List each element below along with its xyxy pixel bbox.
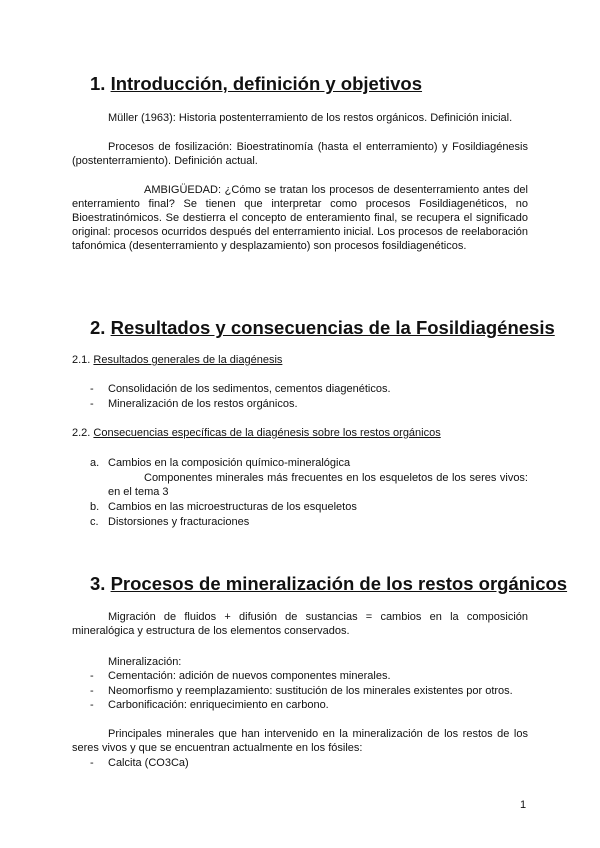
subsection-2-2-number: 2.2. <box>72 427 91 439</box>
list-item <box>0 397 600 411</box>
list-item-text: Carbonificación: enriquecimiento en carbono. <box>108 699 329 711</box>
list-item <box>0 515 600 529</box>
section-3-paragraph-2: Principales minerales que han intervenido en la mineralización de los restos de los seres vivos y que se encuentran actualmente en los fósiles: <box>72 728 528 754</box>
list-bullet: - <box>90 685 94 697</box>
subsection-2-2-heading <box>72 426 441 440</box>
section-3-paragraph-1: Migración de fluidos + difusión de sustancias = cambios en la composición mineralógica y estructura de los elementos conservados. <box>72 611 528 637</box>
section-1-paragraph-2: Procesos de fosilización: Bioestratinomía (hasta el enterramiento) y Fosildiagénesis (postenterramiento). Definición actual. <box>72 141 528 167</box>
section-3-number: 3. <box>90 573 106 594</box>
section-3-title: Procesos de mineralización de los restos orgánicos <box>110 573 568 594</box>
section-1-heading <box>90 73 422 95</box>
list-item-text: Distorsiones y fracturaciones <box>108 516 250 528</box>
list-item-text: Cementación: adición de nuevos componentes minerales. <box>108 670 391 682</box>
list-item-text: Mineralización de los restos orgánicos. <box>108 398 298 410</box>
list-item-text: Cambios en las microestructuras de los esqueletos <box>108 501 357 513</box>
list-item-text: Cambios en la composición químico-mineralógica <box>108 457 351 469</box>
section-1-title: Introducción, definición y objetivos <box>110 73 423 94</box>
section-1-number: 1. <box>90 73 106 94</box>
list-item-text: Neomorfismo y reemplazamiento: sustitución de los minerales existentes por otros. <box>108 685 513 697</box>
list-item-note: Componentes minerales más frecuentes en los esqueletos de los seres vivos: en el tema 3 <box>108 472 528 498</box>
list-bullet: - <box>90 757 94 769</box>
section-3-heading <box>90 573 567 595</box>
list-item-text: Calcita (CO3Ca) <box>108 757 189 769</box>
section-1-paragraph-1: Müller (1963): Historia postenterramiento de los restos orgánicos. Definición inicial. <box>108 112 513 124</box>
list-marker: c. <box>90 516 99 528</box>
list-bullet: - <box>90 383 94 395</box>
mineralization-label: Mineralización: <box>108 656 182 668</box>
list-item <box>0 669 600 683</box>
page-number: 1 <box>520 799 527 811</box>
list-marker: b. <box>90 501 100 513</box>
subsection-2-2-title: Consecuencias específicas de la diagénesis sobre los restos orgánicos <box>93 427 441 439</box>
list-item <box>0 684 600 698</box>
list-bullet: - <box>90 670 94 682</box>
section-2-title: Resultados y consecuencias de la Fosildiagénesis <box>110 317 555 338</box>
section-1-paragraph-3: AMBIGÜEDAD: ¿Cómo se tratan los procesos de desenterramiento antes del enterramiento final? Se tienen que interpretar como procesos Fosildiagenéticos, no Bioestratinómicos. Se destierra el concepto de enteramiento final, se recupera el significado original: procesos ocurridos después del enterramiento inicial. Los procesos de reelaboración tafonómica (desenterramiento y desplazamiento) son procesos fosildiagenéticos. <box>72 184 528 252</box>
list-item <box>0 698 600 712</box>
list-marker: a. <box>90 457 100 469</box>
list-bullet: - <box>90 398 94 410</box>
section-2-number: 2. <box>90 317 106 338</box>
list-item <box>0 382 600 396</box>
list-item <box>0 456 600 470</box>
section-2-heading <box>90 317 555 339</box>
list-bullet: - <box>90 699 94 711</box>
subsection-2-1-heading <box>72 353 282 367</box>
subsection-2-1-number: 2.1. <box>72 354 91 366</box>
list-item <box>0 500 600 514</box>
list-item <box>0 756 600 770</box>
list-item-text: Consolidación de los sedimentos, cementos diagenéticos. <box>108 383 391 395</box>
subsection-2-1-title: Resultados generales de la diagénesis <box>93 354 283 366</box>
